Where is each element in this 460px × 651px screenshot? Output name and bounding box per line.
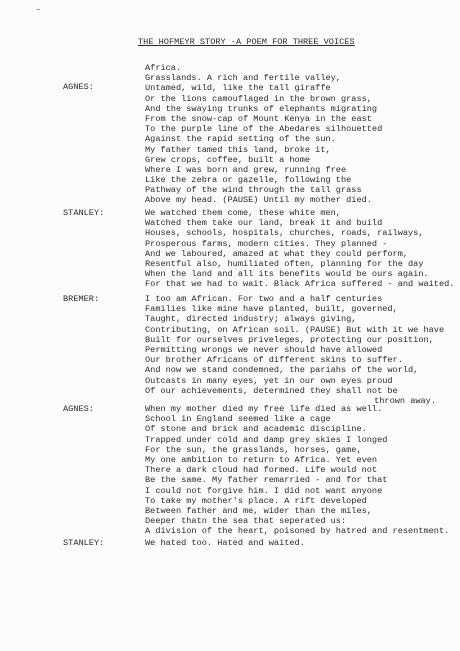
speaker-label: AGNES: [63,82,94,92]
speaker-label: STANLEY: [63,538,105,548]
verse-line: When the land and all its benefits would be ours again. [145,269,429,280]
verse-line: Prosperous farms, modern cities. They planned - [145,238,388,249]
corner-mark: ~ [36,7,41,15]
verse-line: And the swaying trunks of elephants migrating [145,103,378,114]
verse-line: Deeper thatn the sea that seperated us: [145,516,347,527]
verse-line: Africa. [145,63,182,73]
verse-block [145,208,455,290]
verse-line: We hated too. Hated and waited. [145,538,305,548]
verse-line: Permitting wrongs we never should have allowed [145,344,383,355]
verse-line: And we laboured, amazed at what they could perform, [145,248,409,259]
verse-line: To take my mother's place. A rift developed [145,495,367,506]
verse-line: Our brother Africans of different skins to suffer. [145,355,403,366]
verse-line: Resentful also, humiliated often, planning for the day [145,258,424,269]
verse-block [145,294,450,406]
verse-line: Contributing, on African soil. (PAUSE) But with it we have [145,324,445,335]
verse-line: A division of the heart, poisoned by hatred and resentment. [145,526,450,537]
verse-line: And now we stand condemned, the pariahs of the world, [145,365,419,376]
verse-line: Taught, directed industry; always giving, [145,314,357,325]
verse-line: Outcasts in many eyes, yet in our own eyes proud [145,375,393,386]
verse-line: Against the rapid setting of the sun. [145,134,336,145]
verse-line: We watched them come, these white men, [145,208,341,218]
speaker-label: AGNES: [63,404,94,414]
verse-line: My one ambition to return to Africa. Yet even [145,454,378,465]
speaker-label: STANLEY: [63,208,105,218]
verse-line: Be the same. My father remarried - and for that [145,475,388,486]
verse-line: I could not forgive him. I did not want anyone [145,485,383,496]
verse-line: Pathway of the wind through the tall grass [145,185,362,196]
verse-line: From the snow-cap of Mount Kenya in the east [145,113,372,124]
verse-line: Like the zebra or gazelle, following the [145,175,352,186]
verse-line: My father tamed this land, broke it, [145,144,331,155]
speaker-label: BREMER: [63,294,100,304]
verse-line: Families like mine have planted, built, governed, [145,304,398,315]
verse-line: For that we had to wait. Black Africa suffered - and waited. [145,279,455,290]
verse-line: I too am African. For two and a half centuries [145,294,383,304]
verse-line: To the purple line of the Abedares silhouetted [145,124,383,135]
verse-line: Grasslands. A rich and fertile valley, [145,73,341,84]
verse-line: Watched them take our land, break it and build [145,218,383,229]
verse-line: Of our achievements, determined they shall not be [145,385,398,396]
verse-line: Between father and me, wider than the miles, [145,505,372,516]
verse-line: Of stone and brick and academic discipline. [145,424,367,435]
verse-line: Where I was born and grew, running free [145,164,347,175]
verse-line: thrown away. [374,395,436,406]
verse-line: Houses, schools, hospitals, churches, roads, railways, [145,228,424,239]
verse-line: Trapped under cold and damp grey skies I longed [145,434,388,445]
verse-line: School in England seemed like a cage [145,414,331,425]
verse-line: Grew crops, coffee, built a home [145,154,311,165]
verse-line: For the sun, the grasslands, horses, game, [145,444,362,455]
verse-block [145,63,450,206]
verse-block [145,404,450,536]
verse-line: There a dark cloud had formed. Life would not [145,465,378,476]
verse-line: Or the lions camouflaged in the brown grass, [145,93,372,104]
verse-line: When my mother died my free life died as well. [145,404,383,414]
verse-line: Untamed, wild, like the tall giraffe [145,83,331,94]
verse-block [145,538,450,548]
document-title: THE HOFMEYR STORY -A POEM FOR THREE VOICES [138,37,355,47]
verse-line: Built for ourselves priveleges, protecting our position, [145,334,434,345]
verse-line: Above my head. (PAUSE) Until my mother died. [145,195,372,206]
